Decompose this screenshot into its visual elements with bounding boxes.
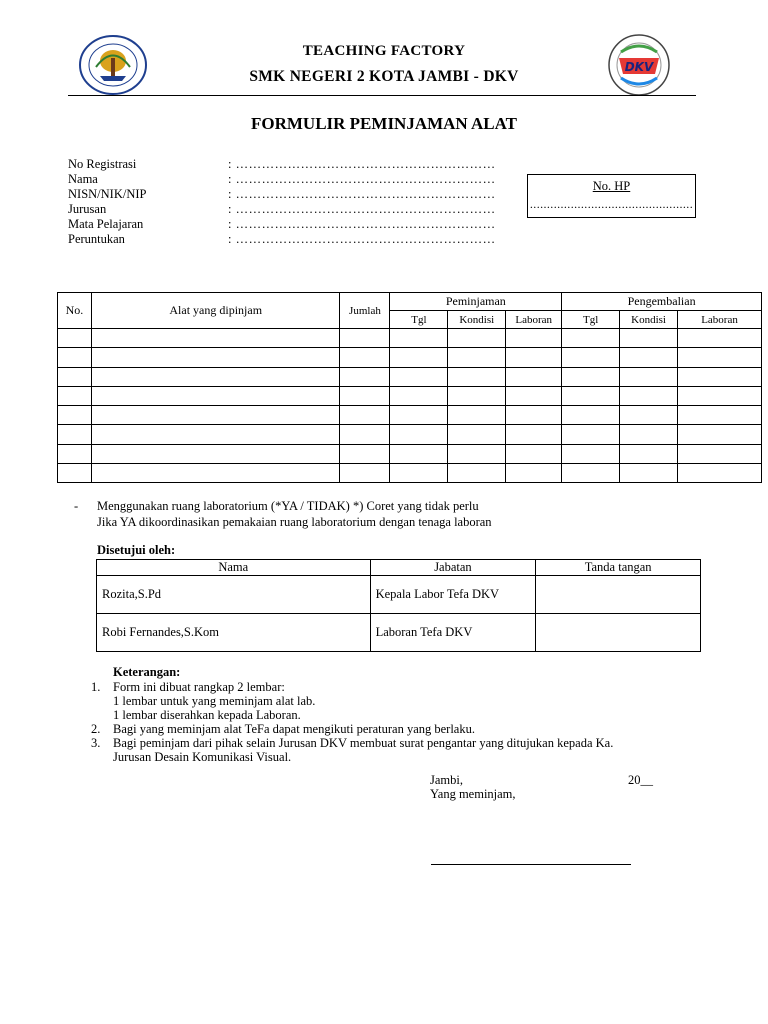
col-name: Nama: [97, 560, 371, 576]
remarks-item-1-line-1: Form ini dibuat rangkap 2 lembar:: [113, 680, 285, 694]
field-label-nisn: NISN/NIK/NIP: [68, 187, 147, 201]
col-position: Jabatan: [370, 560, 536, 576]
approver-position: Kepala Labor Tefa DKV: [370, 576, 536, 614]
field-label-department: Jurusan: [68, 202, 107, 216]
loan-table-body: [58, 329, 762, 483]
approver-signature[interactable]: [536, 576, 701, 614]
col-loan-condition: Kondisi: [448, 311, 506, 329]
col-qty: Jumlah: [340, 293, 390, 329]
table-row: [58, 386, 762, 405]
header-divider: [68, 95, 696, 96]
header-line-1: TEACHING FACTORY: [302, 43, 466, 59]
phone-label: No. HP: [592, 179, 631, 193]
col-return-date: Tgl: [562, 311, 620, 329]
field-registration[interactable]: : ……………………………………………………: [228, 157, 496, 171]
field-label-subject: Mata Pelajaran: [68, 217, 144, 231]
remarks-item-1-line-3: 1 lembar diserahkan kepada Laboran.: [113, 708, 301, 722]
table-row: [58, 367, 762, 386]
field-label-purpose: Peruntukan: [68, 232, 125, 246]
table-row: [58, 444, 762, 463]
col-group-return: Pengembalian: [562, 293, 762, 311]
approval-table: [96, 559, 701, 652]
dkv-logo-text: DKV: [624, 60, 654, 74]
remarks-item-2-line-1: Bagi yang meminjam alat TeFa dapat mengikuti peraturan yang berlaku.: [113, 722, 475, 736]
col-group-loan: Peminjaman: [390, 293, 562, 311]
loan-table: [57, 292, 762, 483]
remarks-item-3-line-1: Bagi peminjam dari pihak selain Jurusan DKV membuat surat pengantar yang ditujukan kepada Ka.: [113, 736, 614, 750]
signature-label: Yang meminjam,: [430, 787, 516, 801]
field-nisn[interactable]: : ……………………………………………………: [228, 187, 496, 201]
field-label-registration: No Registrasi: [68, 157, 137, 171]
remarks-heading: Keterangan:: [113, 665, 181, 679]
approver-name: Robi Fernandes,S.Kom: [97, 614, 371, 652]
remarks-num-3: 3.: [91, 736, 101, 750]
signature-city: Jambi,: [430, 773, 463, 787]
approver-position: Laboran Tefa DKV: [370, 614, 536, 652]
approval-heading: Disetujui oleh:: [97, 543, 176, 557]
table-row: [97, 614, 701, 652]
note-line-1: Menggunakan ruang laboratorium (*YA / TIDAK) *) Coret yang tidak perlu: [97, 499, 479, 513]
col-no: No.: [58, 293, 92, 329]
table-row: [58, 425, 762, 444]
col-item: Alat yang dipinjam: [91, 293, 340, 329]
note-line-2: Jika YA dikoordinasikan pemakaian ruang laboratorium dengan tenaga laboran: [97, 515, 492, 529]
table-row: [97, 576, 701, 614]
table-row: [58, 348, 762, 367]
col-return-laboran: Laboran: [678, 311, 762, 329]
note-dash: -: [74, 499, 79, 513]
col-signature: Tanda tangan: [536, 560, 701, 576]
field-label-name: Nama: [68, 172, 98, 186]
remarks-item-3-line-2: Jurusan Desain Komunikasi Visual.: [113, 750, 292, 764]
remarks-num-1: 1.: [91, 680, 101, 694]
col-return-condition: Kondisi: [620, 311, 678, 329]
col-loan-date: Tgl: [390, 311, 448, 329]
remarks-num-2: 2.: [91, 722, 101, 736]
table-row: [58, 464, 762, 483]
field-subject[interactable]: : ……………………………………………………: [228, 217, 496, 231]
table-row: [58, 406, 762, 425]
approver-name: Rozita,S.Pd: [97, 576, 371, 614]
approver-signature[interactable]: [536, 614, 701, 652]
table-row: [58, 329, 762, 348]
form-title: FORMULIR PEMINJAMAN ALAT: [250, 114, 517, 133]
field-name[interactable]: : ……………………………………………………: [228, 172, 496, 186]
col-loan-laboran: Laboran: [506, 311, 562, 329]
signature-line[interactable]: [431, 864, 631, 865]
remarks-item-1-line-2: 1 lembar untuk yang meminjam alat lab.: [113, 694, 316, 708]
field-department[interactable]: : ……………………………………………………: [228, 202, 496, 216]
phone-box: [527, 174, 696, 218]
phone-field[interactable]: ................................................: [529, 197, 694, 211]
field-purpose[interactable]: : ……………………………………………………: [228, 232, 496, 246]
header-line-2: SMK NEGERI 2 KOTA JAMBI - DKV: [249, 68, 519, 85]
signature-year: 20__: [628, 773, 653, 787]
